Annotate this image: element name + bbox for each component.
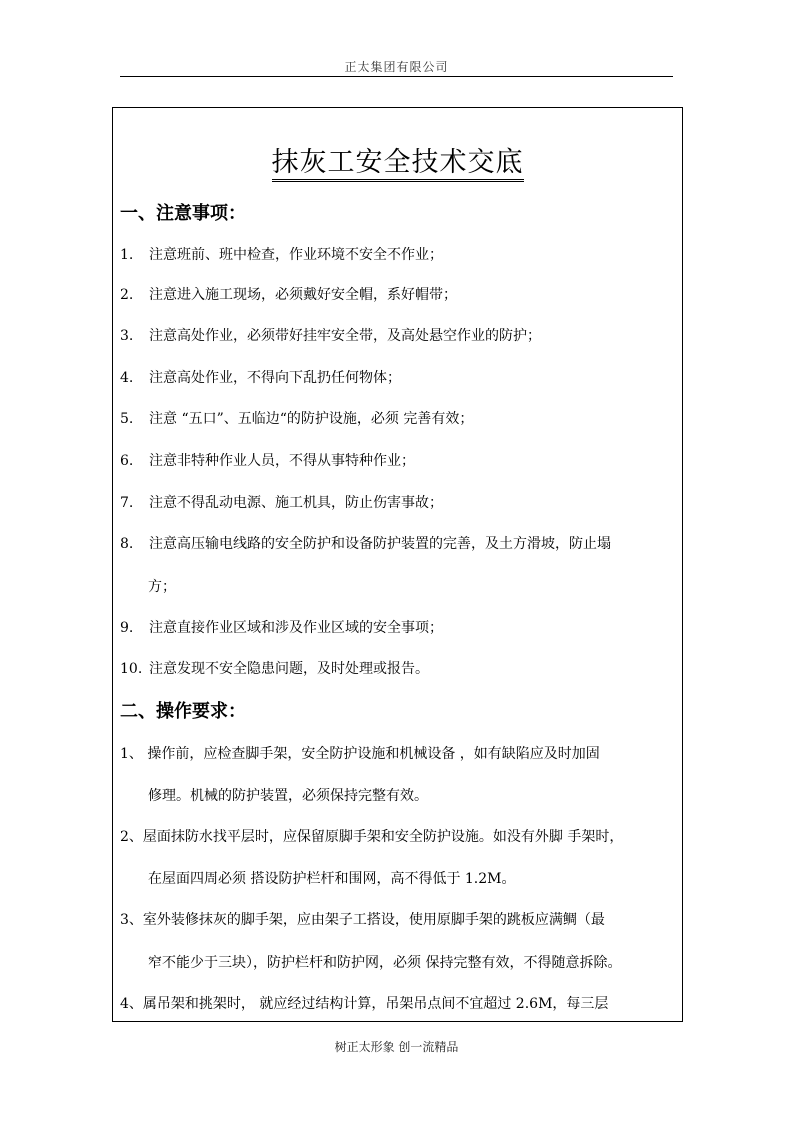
- header-divider: [120, 76, 673, 77]
- precaution-item: [120, 285, 457, 305]
- document-content-box: [112, 107, 683, 1022]
- item-text: 注意非特种作业人员，不得从事特种作业；: [149, 453, 415, 469]
- item-number: 2.: [120, 287, 134, 303]
- item-number: 7.: [120, 495, 134, 511]
- precaution-item: [120, 326, 541, 346]
- item-text: 注意高压输电线路的安全防护和设备防护装置的完善，及土方滑坡，防止塌: [149, 536, 611, 552]
- operation-item-continuation: 修理。机械的防护装置，必须保持完整有效。: [148, 788, 428, 804]
- section-heading-precautions: 一、注意事项：: [120, 203, 246, 224]
- item-number: 4.: [120, 370, 134, 386]
- item-text: 注意班前、班中检查，作业环境不安全不作业；: [149, 247, 443, 263]
- precaution-item-continuation: 方；: [148, 579, 176, 595]
- operation-item-continuation: 窄不能少于三块），防护栏杆和防护网，必须 保持完整有效，不得随意拆除。: [148, 955, 622, 971]
- operation-item-continuation: 在屋面四周必须 搭设防护栏杆和围网，高不得低于 1.2M。: [148, 871, 516, 887]
- operation-item-line: 2、屋面抹防水找平层时，应保留原脚手架和安全防护设施。如没有外脚 手架时，: [120, 829, 624, 845]
- item-text: 注意发现不安全隐患问题，及时处理或报告。: [149, 661, 429, 677]
- precaution-item: [120, 618, 443, 638]
- precaution-item: [120, 368, 401, 388]
- item-text: 注意进入施工现场，必须戴好安全帽，系好帽带；: [149, 287, 457, 303]
- page-header-company: 正太集团有限公司: [344, 60, 449, 74]
- item-number: 10.: [120, 661, 143, 677]
- document-title: [113, 146, 682, 180]
- precaution-item: [120, 451, 415, 471]
- item-number: 9.: [120, 620, 134, 636]
- operation-item-line: 4、属吊架和挑架时， 就应经过结构计算，吊架吊点间不宜超过 2.6M，每三层: [120, 996, 609, 1012]
- item-text: 注意不得乱动电源、施工机具，防止伤害事故；: [149, 495, 443, 511]
- precaution-item: [120, 534, 611, 554]
- item-number: 1.: [120, 247, 134, 263]
- item-text: 注意直接作业区域和涉及作业区域的安全事项；: [149, 620, 443, 636]
- item-number: 5.: [120, 411, 134, 427]
- item-text: 注意高处作业，不得向下乱扔任何物体；: [149, 370, 401, 386]
- precaution-item: [120, 245, 443, 265]
- precaution-item: [120, 409, 473, 429]
- operation-item-line: 3、室外装修抹灰的脚手架，应由架子工搭设，使用原脚手架的跳板应满鲷（最: [120, 912, 605, 928]
- precaution-item: [120, 493, 443, 513]
- item-text: 注意高处作业，必须带好挂牢安全带，及高处悬空作业的防护；: [149, 328, 541, 344]
- item-number: 8.: [120, 536, 134, 552]
- page-footer-slogan: 树正太形象 创一流精品: [334, 1040, 459, 1054]
- item-text: 注意 “五口”、五临边“的防护设施，必须 完善有效；: [149, 411, 474, 427]
- item-number: 6.: [120, 453, 134, 469]
- item-number: 3.: [120, 328, 134, 344]
- precaution-item: [120, 659, 429, 679]
- operation-item-line: 1、 操作前，应检查脚手架，安全防护设施和机械设备 ，如有缺陷应及时加固: [120, 746, 600, 762]
- section-heading-operations: 二、操作要求：: [120, 701, 246, 722]
- document-title-text: 抹灰工安全技术交底: [272, 147, 524, 182]
